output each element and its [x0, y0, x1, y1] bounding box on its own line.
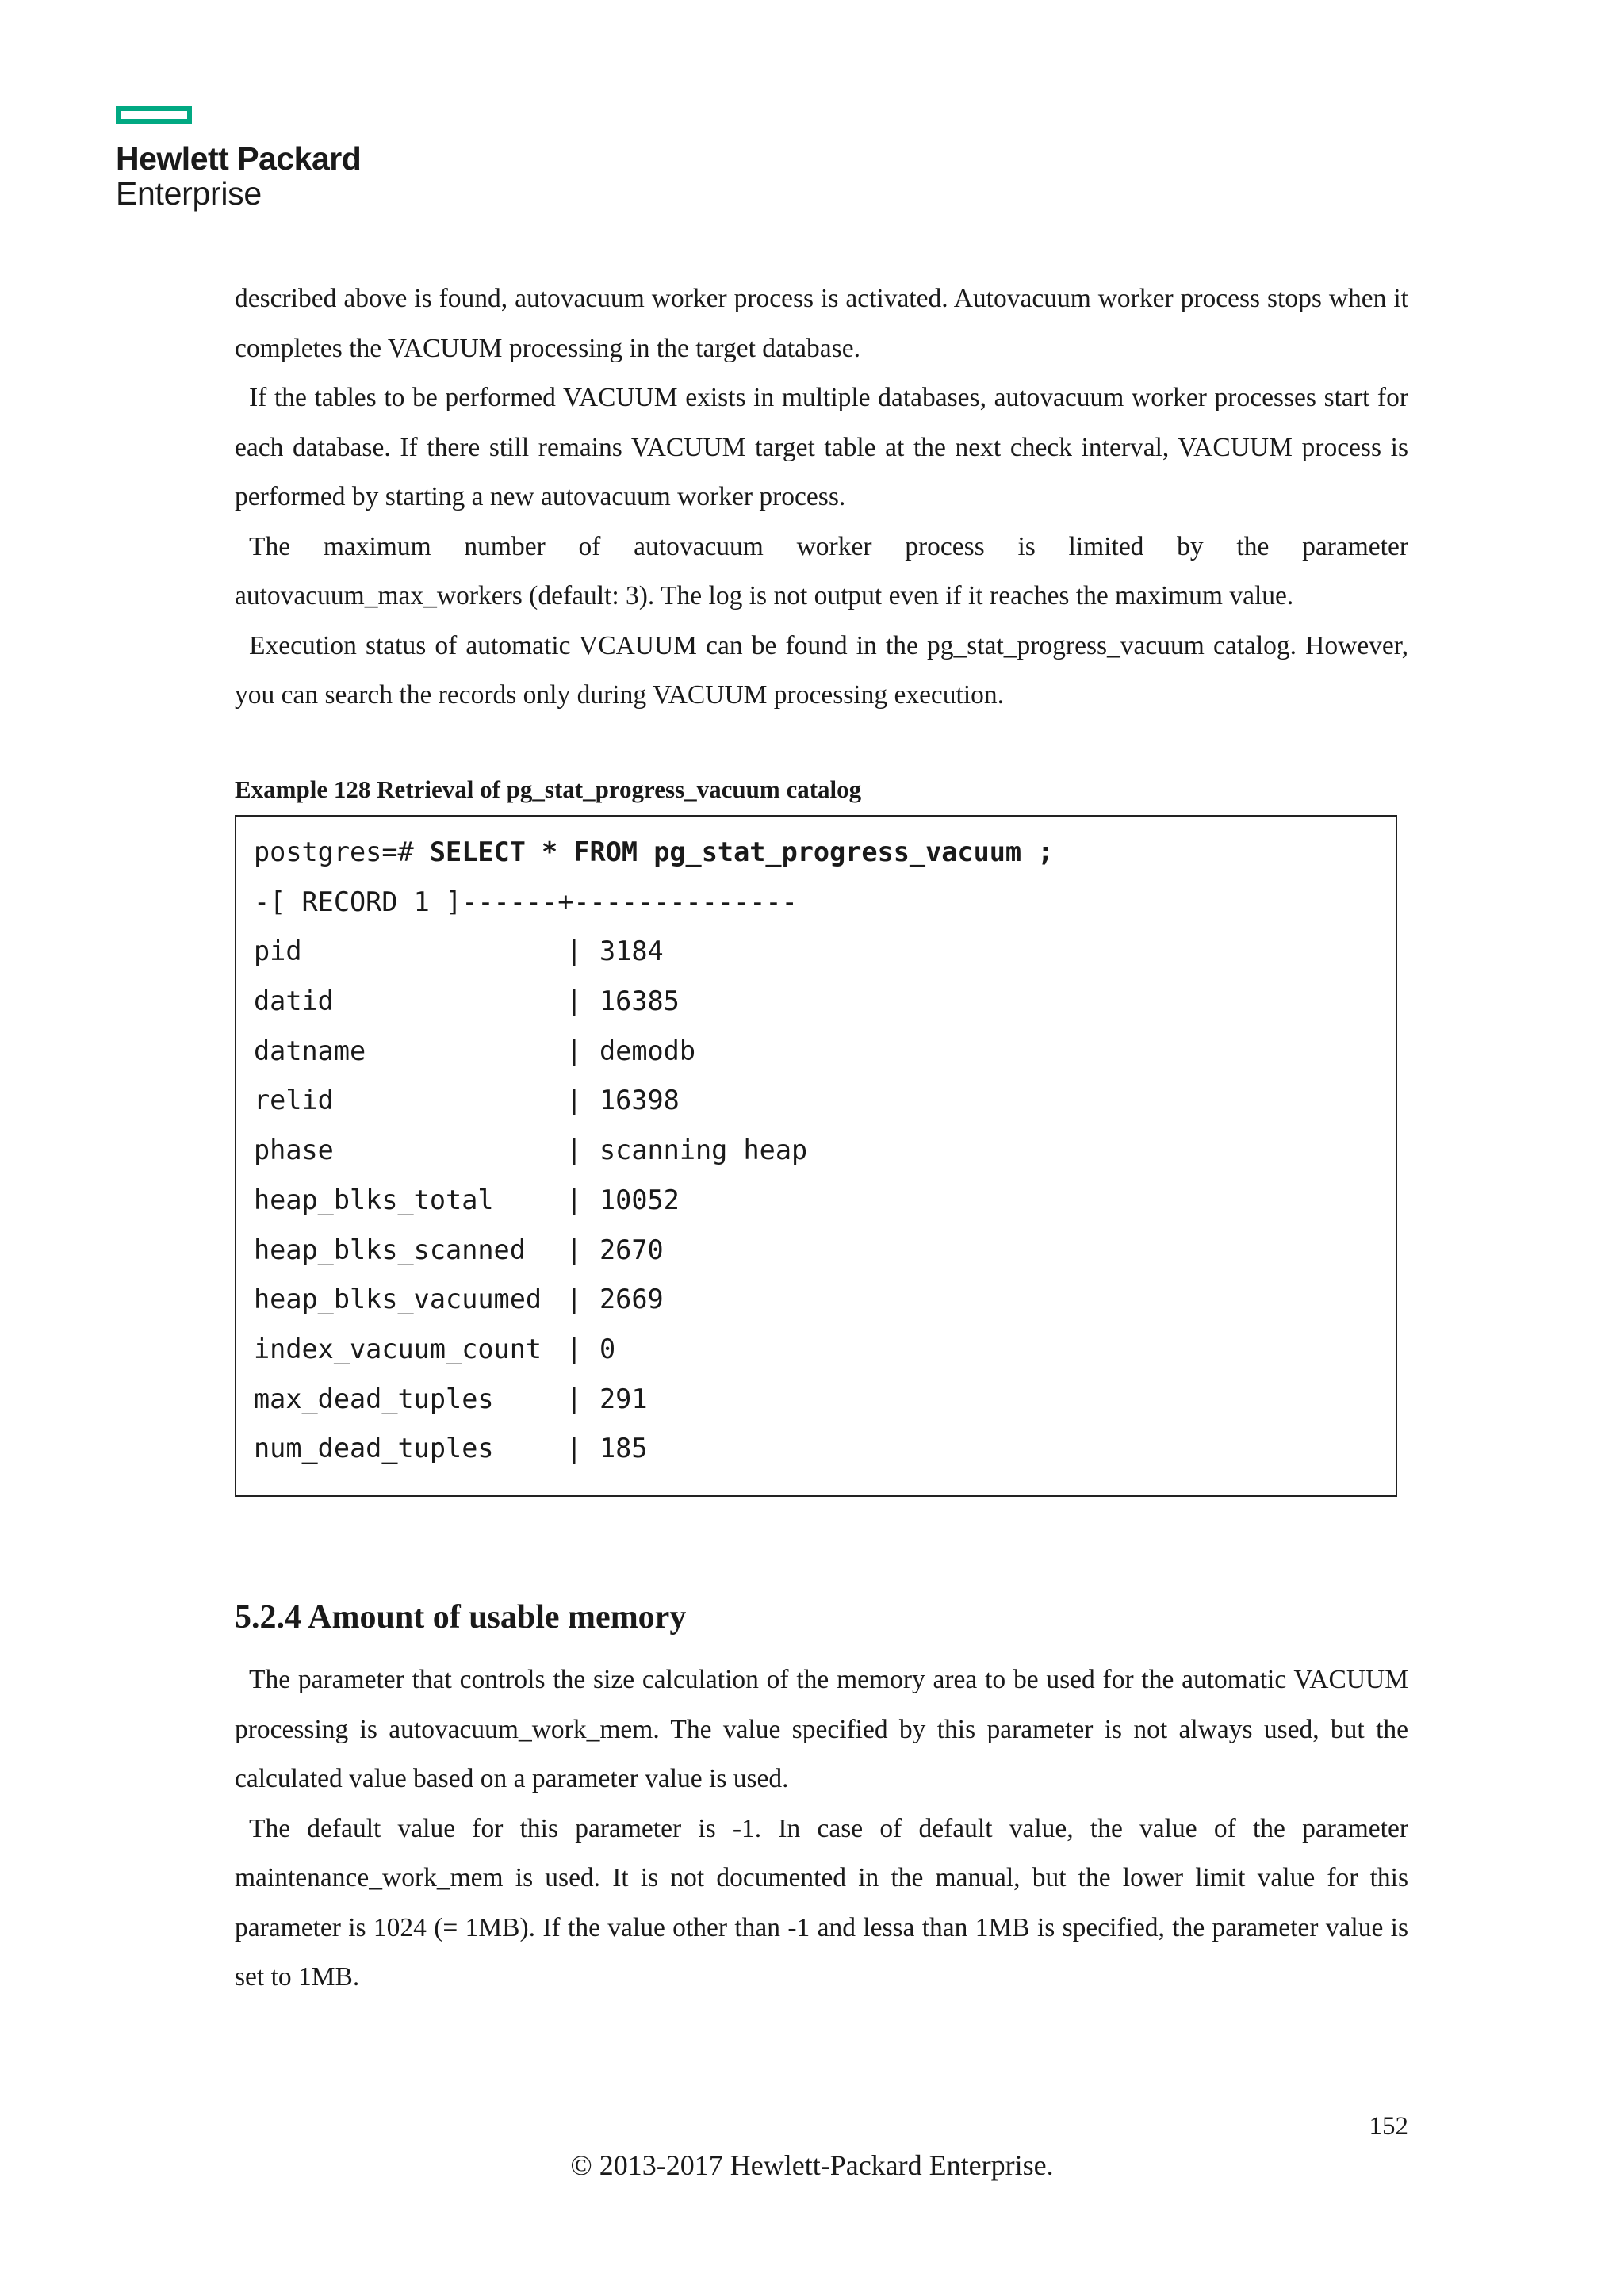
code-row-value: 0 — [599, 1333, 616, 1364]
code-row-separator: | — [566, 1184, 583, 1215]
code-row-key: datname — [254, 1035, 366, 1066]
code-row-key: pid — [254, 936, 302, 967]
code-row — [254, 977, 1396, 1027]
code-row — [254, 1375, 1396, 1425]
paragraph: described above is found, autovacuum worker process is activated. Autovacuum worker process stops when it completes the VACUUM processing in the target database. — [235, 284, 1408, 363]
code-row-separator: | — [566, 1085, 583, 1116]
code-row-value: 185 — [599, 1433, 648, 1464]
body-text-top — [235, 274, 1408, 721]
code-row-key: relid — [254, 1085, 334, 1116]
logo-rectangle — [116, 106, 192, 124]
paragraph: The default value for this parameter is -1. In case of default value, the value of the parameter maintenance_work_mem is used. It is not documented in the manual, but the lower limit value for this parameter is 1024 (= 1MB). If the value other than -1 and lessa than 1MB is specified, the parameter value is set to 1MB. — [235, 1813, 1408, 1992]
code-block — [235, 815, 1397, 1497]
code-row-key: max_dead_tuples — [254, 1383, 494, 1414]
paragraph: The parameter that controls the size calculation of the memory area to be used for the automatic VACUUM processing is autovacuum_work_mem. The value specified by this parameter is not always used, but the calculated value based on a parameter value is used. — [235, 1665, 1408, 1793]
code-row-separator: | — [566, 936, 583, 967]
code-row-key: num_dead_tuples — [254, 1433, 494, 1464]
code-row-value: 3184 — [599, 936, 664, 967]
code-prompt: postgres=# — [254, 836, 430, 867]
code-row-key: datid — [254, 985, 334, 1017]
code-row — [254, 1275, 1396, 1325]
paragraph: If the tables to be performed VACUUM exists in multiple databases, autovacuum worker processes start for each database. If there still remains VACUUM target table at the next check interval, VACUUM process is performed by starting a new autovacuum worker process. — [235, 383, 1408, 511]
code-row-value: scanning heap — [599, 1135, 808, 1166]
code-row-key: phase — [254, 1135, 334, 1166]
code-row — [254, 1325, 1396, 1375]
code-row — [254, 1226, 1396, 1276]
code-row-key: heap_blks_scanned — [254, 1234, 526, 1265]
code-row-separator: | — [566, 1284, 583, 1315]
code-row-key: heap_blks_vacuumed — [254, 1284, 542, 1315]
code-row-value: demodb — [599, 1035, 696, 1066]
code-row-key: heap_blks_total — [254, 1184, 494, 1215]
code-row-value: 10052 — [599, 1184, 680, 1215]
section-title: 5.2.4 Amount of usable memory — [235, 1599, 687, 1636]
example-caption: Example 128 Retrieval of pg_stat_progress_vacuum catalog — [235, 775, 862, 803]
code-row — [254, 1076, 1396, 1126]
code-row — [254, 1027, 1396, 1077]
code-record-header: -[ RECORD 1 ]------+-------------- — [254, 886, 798, 917]
code-row — [254, 927, 1396, 977]
code-rows — [254, 927, 1396, 1474]
code-row-key: index_vacuum_count — [254, 1333, 542, 1364]
code-command: SELECT * FROM pg_stat_progress_vacuum ; — [429, 836, 1054, 867]
code-row-separator: | — [566, 1135, 583, 1166]
code-row-separator: | — [566, 1234, 583, 1265]
code-row — [254, 1126, 1396, 1176]
code-command-line — [254, 828, 1396, 878]
code-row-separator: | — [566, 1433, 583, 1464]
code-row-value: 291 — [599, 1383, 648, 1414]
paragraph: The maximum number of autovacuum worker process is limited by the parameter autovacuum_max_workers (default: 3). The log is not output even if it reaches the maximum value. — [235, 531, 1408, 610]
code-row-separator: | — [566, 1383, 583, 1414]
code-row-separator: | — [566, 1035, 583, 1066]
paragraph: Execution status of automatic VCAUUM can be found in the pg_stat_progress_vacuum catalog. However, you can search the records only during VACUUM processing execution. — [235, 630, 1408, 710]
copyright: © 2013-2017 Hewlett-Packard Enterprise. — [570, 2149, 1054, 2181]
body-text-bottom — [235, 1655, 1408, 2003]
hpe-logo — [116, 106, 361, 211]
page-number: 152 — [1369, 2112, 1408, 2141]
code-row-separator: | — [566, 1333, 583, 1364]
code-row-value: 16385 — [599, 985, 680, 1017]
code-row — [254, 1424, 1396, 1474]
logo-text-line2: Enterprise — [116, 175, 262, 212]
code-row-value: 2670 — [599, 1234, 664, 1265]
code-row-separator: | — [566, 985, 583, 1017]
code-row-value: 2669 — [599, 1284, 664, 1315]
code-row — [254, 1176, 1396, 1226]
logo-text-line1: Hewlett Packard — [116, 140, 362, 177]
code-row-value: 16398 — [599, 1085, 680, 1116]
